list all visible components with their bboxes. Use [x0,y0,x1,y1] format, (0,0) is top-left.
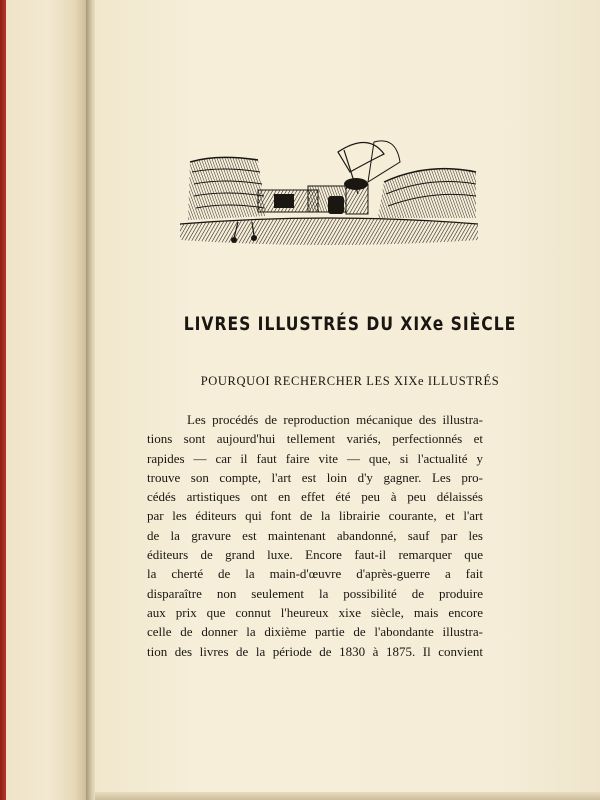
text-line: de la gravure est maintenant abandonné, sauf par les [147,527,483,543]
text-line: disparaître non seulement la possibilité de produire [147,585,483,601]
body-paragraph [147,410,483,661]
chapter-title: LIVRES ILLUSTRÉS DU XIXe SIÈCLE [183,313,517,335]
paper-stack-left [188,157,266,220]
left-page [0,0,88,800]
section-subtitle: POURQUOI RECHERCHER LES XIXe ILLUSTRÉS [200,374,500,388]
text-line: tions sont aujourd'hui tellement variés, perfectionnés et [147,431,483,447]
right-page [95,0,600,800]
text-line: trouve son compte, l'art est loin d'y gagner. Les pro- [147,469,483,485]
text-line: la cherté de la main-d'œuvre d'après-guerre a fait [147,566,483,582]
text-line: tion des livres de la période de 1830 à 1875. Il convient [147,643,483,659]
text-line: par les éditeurs qui font de la librairie courante, et l'art [147,508,483,524]
paper-stack-right [378,169,476,218]
text-line: aux prix que connut l'heureux xixe siècle, mais encore [147,604,483,620]
text-line: Les procédés de reproduction mécanique des illustra- [187,412,483,427]
text-line: cédés artistiques ont en effet été peu à peu délaissés [147,489,483,505]
page-bottom-edge [95,792,600,800]
text-line: rapides — car il faut faire vite — que, si l'actualité y [147,450,483,466]
still-life-engraving-vignette [178,132,482,250]
text-line: celle de donner la dixième partie de l'abondante illustra- [147,624,483,640]
book-binding-edge [0,0,6,800]
text-line: éditeurs de grand luxe. Encore faut-il remarquer que [147,547,483,563]
